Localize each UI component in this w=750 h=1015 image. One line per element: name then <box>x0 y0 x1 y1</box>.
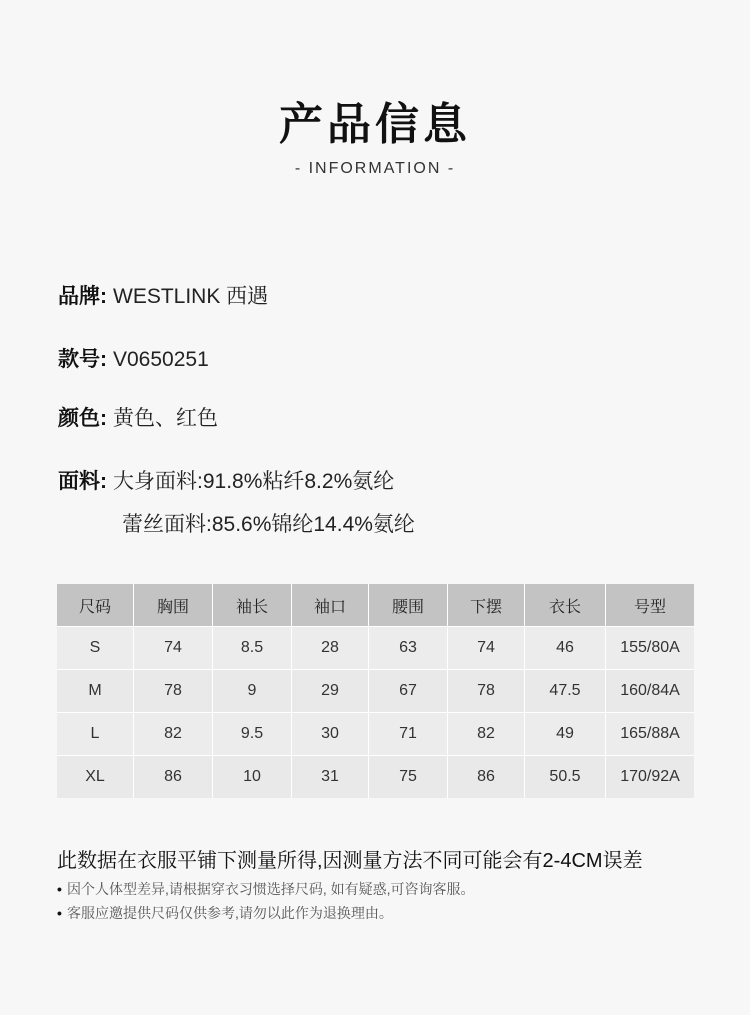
color-label: 颜色: <box>58 407 107 430</box>
cell-chest: 82 <box>134 713 213 756</box>
cell-chest: 86 <box>134 756 213 799</box>
cell-hem: 82 <box>448 713 525 756</box>
table-row <box>57 713 694 756</box>
table-row <box>57 627 694 670</box>
fabric-label: 面料: <box>58 470 107 493</box>
page-subtitle: - INFORMATION - <box>294 160 456 177</box>
fabric-row <box>58 465 394 495</box>
cell-hem: 78 <box>448 670 525 713</box>
cell-hem: 86 <box>448 756 525 799</box>
cell-waist: 63 <box>369 627 448 670</box>
cell-waist: 75 <box>369 756 448 799</box>
cell-length: 50.5 <box>525 756 606 799</box>
bullet-icon: • <box>57 905 62 921</box>
color-value: 黄色、红色 <box>113 407 218 430</box>
cell-hem: 74 <box>448 627 525 670</box>
cell-size: XL <box>57 756 134 799</box>
brand-label: 品牌: <box>58 285 107 308</box>
fabric-lace-value: 蕾丝面料:85.6%锦纶14.4%氨纶 <box>122 513 415 536</box>
cell-cuff: 31 <box>292 756 369 799</box>
note-text: 因个人体型差异,请根据穿衣习惯选择尺码, 如有疑惑,可咨询客服。 <box>67 881 475 897</box>
header-waist: 腰围 <box>369 584 448 627</box>
header-hem: 下摆 <box>448 584 525 627</box>
cell-sleeve-length: 8.5 <box>213 627 292 670</box>
brand-value: WESTLINK 西遇 <box>113 285 269 308</box>
cell-sleeve-length: 9.5 <box>213 713 292 756</box>
cell-waist: 67 <box>369 670 448 713</box>
cell-chest: 74 <box>134 627 213 670</box>
fabric-main-value: 大身面料:91.8%粘纤8.2%氨纶 <box>113 470 395 493</box>
cell-cuff: 30 <box>292 713 369 756</box>
header-chest: 胸围 <box>134 584 213 627</box>
header-cuff: 袖口 <box>292 584 369 627</box>
cell-fit-code: 170/92A <box>606 756 695 799</box>
size-table <box>57 584 694 798</box>
header-fit-code: 号型 <box>606 584 695 627</box>
cell-size: S <box>57 627 134 670</box>
table-row <box>57 756 694 799</box>
page-title: 产品信息 <box>279 100 471 149</box>
header-sleeve-length: 袖长 <box>213 584 292 627</box>
style-number-label: 款号: <box>58 348 107 371</box>
header-length: 衣长 <box>525 584 606 627</box>
bullet-icon: • <box>57 881 62 897</box>
list-item <box>57 903 393 923</box>
cell-cuff: 29 <box>292 670 369 713</box>
cell-sleeve-length: 9 <box>213 670 292 713</box>
cell-size: M <box>57 670 134 713</box>
cell-fit-code: 155/80A <box>606 627 695 670</box>
cell-length: 47.5 <box>525 670 606 713</box>
cell-size: L <box>57 713 134 756</box>
size-table-header-row <box>57 584 694 627</box>
cell-fit-code: 165/88A <box>606 713 695 756</box>
brand-row <box>58 280 268 310</box>
cell-sleeve-length: 10 <box>213 756 292 799</box>
header-size: 尺码 <box>57 584 134 627</box>
cell-waist: 71 <box>369 713 448 756</box>
cell-fit-code: 160/84A <box>606 670 695 713</box>
cell-length: 49 <box>525 713 606 756</box>
list-item <box>57 879 475 899</box>
note-text: 客服应邀提供尺码仅供参考,请勿以此作为退换理由。 <box>67 905 393 921</box>
style-number-value: V0650251 <box>113 348 209 371</box>
measurement-note: 此数据在衣服平铺下测量所得,因测量方法不同可能会有2-4CM误差 <box>57 850 643 872</box>
table-row <box>57 670 694 713</box>
cell-cuff: 28 <box>292 627 369 670</box>
cell-length: 46 <box>525 627 606 670</box>
cell-chest: 78 <box>134 670 213 713</box>
color-row <box>58 402 218 432</box>
style-number-row <box>58 343 209 373</box>
